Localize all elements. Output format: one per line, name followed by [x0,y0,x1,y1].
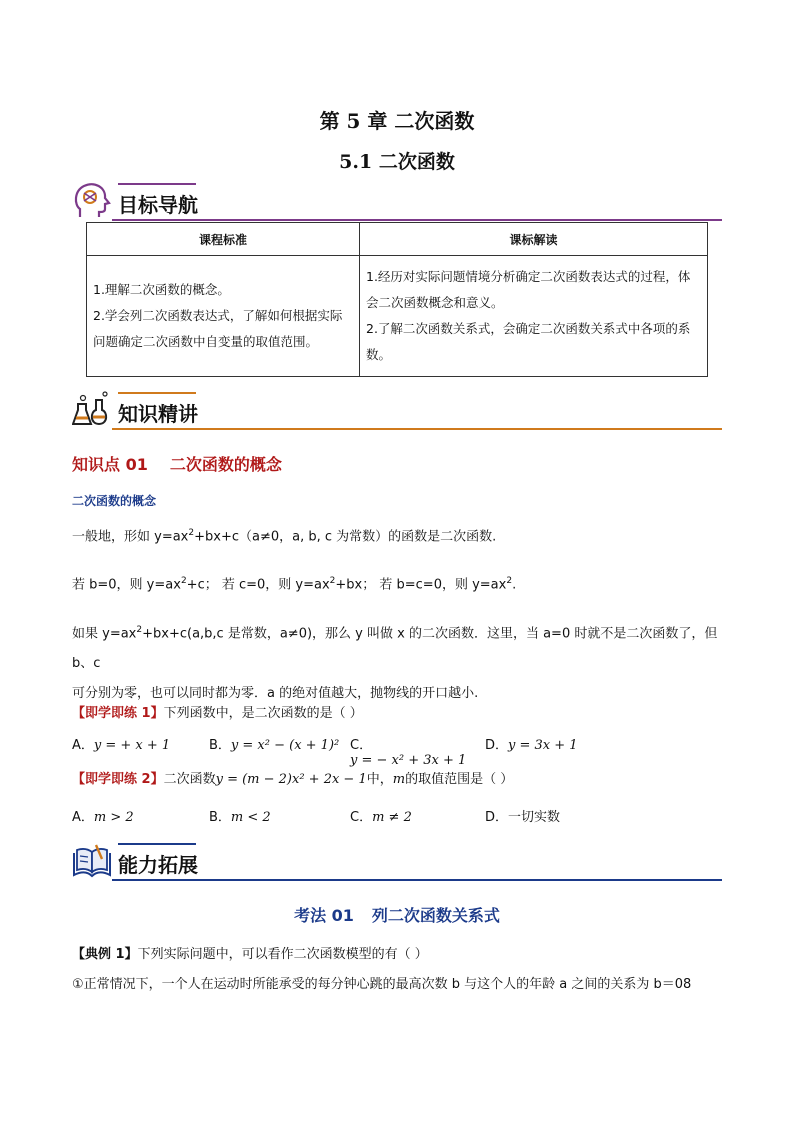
special-cases-paragraph: 若 b=0，则 $y=ax^2+c$； 若 c=0，则 $y=ax^2+bx$； 若 b=c=0，则 $y=ax^2$. [72,576,517,593]
table-header-interpretation: 课标解读 [360,223,708,256]
goals-underline [112,219,722,221]
section-title: 5.1 二次函数 [339,151,455,173]
method-name: 列二次函数关系式 [371,906,500,925]
example-1-line: ①正常情况下，一个人在运动时所能承受的每分钟心跳的最高次数 b 与这个人的年龄 a 之间的关系为 b＝08 [72,977,692,992]
option-c: C．m ≠ 2 [350,810,412,825]
goals-overline [118,183,196,185]
table-header-row [87,223,708,256]
practice-1-question: 【即学即练 1】下列函数中，是二次函数的是（ ） [72,706,363,721]
standard-item: 1.理解二次函数的概念。 [93,282,230,297]
option-d: D．y = 3x + 1 [485,738,578,753]
method-title [0,903,794,926]
ability-underline [112,879,722,881]
chapter-title: 第 5 章 二次函数 [319,109,475,133]
option-b: B．m < 2 [209,810,271,825]
example-1-tag: 【典例 1】 [72,947,138,962]
concept-subtitle: 二次函数的概念 [72,494,157,508]
standard-item: 2.学会列二次函数表达式，了解如何根据实际问题确定二次函数中自变量的取值范围。 [93,308,343,349]
option-c: C．y = − x² + 3x + 1 [350,738,467,768]
example-1-question: 【典例 1】下列实际问题中，可以看作二次函数模型的有（ ） [72,947,428,962]
practice-2-options [72,806,732,825]
knowledge-overline [118,392,196,394]
explanation-paragraph: 如果 $y=ax^2+bx+c(a,b,c$ 是常数，a≠0)，那么 y 叫做 x 的二次函数．这里，当 a=0 时就不是二次函数了，但 b、c 可分别为零，也可以同时都为零．a 的绝对值越大，抛物线的开口越小. [72,625,718,702]
knowledge-point-name: 二次函数的概念 [169,455,282,474]
table-cell-standard [87,256,360,377]
interpretation-item: 2.了解二次函数关系式，会确定二次函数关系式中各项的系数。 [366,321,691,362]
practice-1-tag: 【即学即练 1】 [72,706,164,721]
definition-paragraph: 一般地，形如 $y=ax^2+bx+c(a\ne 0$，a, b, c 为常数）的函数是二次函数. [72,528,497,545]
option-b: B．y = x² − (x + 1)² [209,738,340,753]
head-brain-icon [72,181,112,221]
knowledge-section-header [72,390,722,430]
interpretation-item: 1.经历对实际问题情境分析确定二次函数表达式的过程，体会二次函数概念和意义。 [366,269,691,310]
knowledge-underline [112,428,722,430]
ability-section-header [72,841,722,881]
option-d: D．一切实数 [485,810,561,825]
practice-2-question: 【即学即练 2】二次函数y = (m − 2)x² + 2x − 1中，m的取值范围是（ ） [72,772,514,787]
goals-label: 目标导航 [118,193,198,217]
practice-1-options [72,734,732,768]
knowledge-point-label: 知识点 01 [72,455,148,474]
table-row [87,256,708,377]
option-a: A．y = + x + 1 [72,738,171,753]
goals-section-header [72,181,722,221]
open-book-icon [72,841,112,881]
knowledge-label: 知识精讲 [118,402,198,426]
ability-label: 能力拓展 [118,853,198,877]
practice-2-tag: 【即学即练 2】 [72,772,164,787]
ability-overline [118,843,196,845]
table-header-standard: 课程标准 [87,223,360,256]
curriculum-table [86,222,708,377]
knowledge-point-title [72,452,282,475]
lab-flask-icon [72,390,112,430]
table-cell-interpretation [360,256,708,377]
method-label: 考法 01 [294,906,354,925]
option-a: A．m > 2 [72,810,134,825]
